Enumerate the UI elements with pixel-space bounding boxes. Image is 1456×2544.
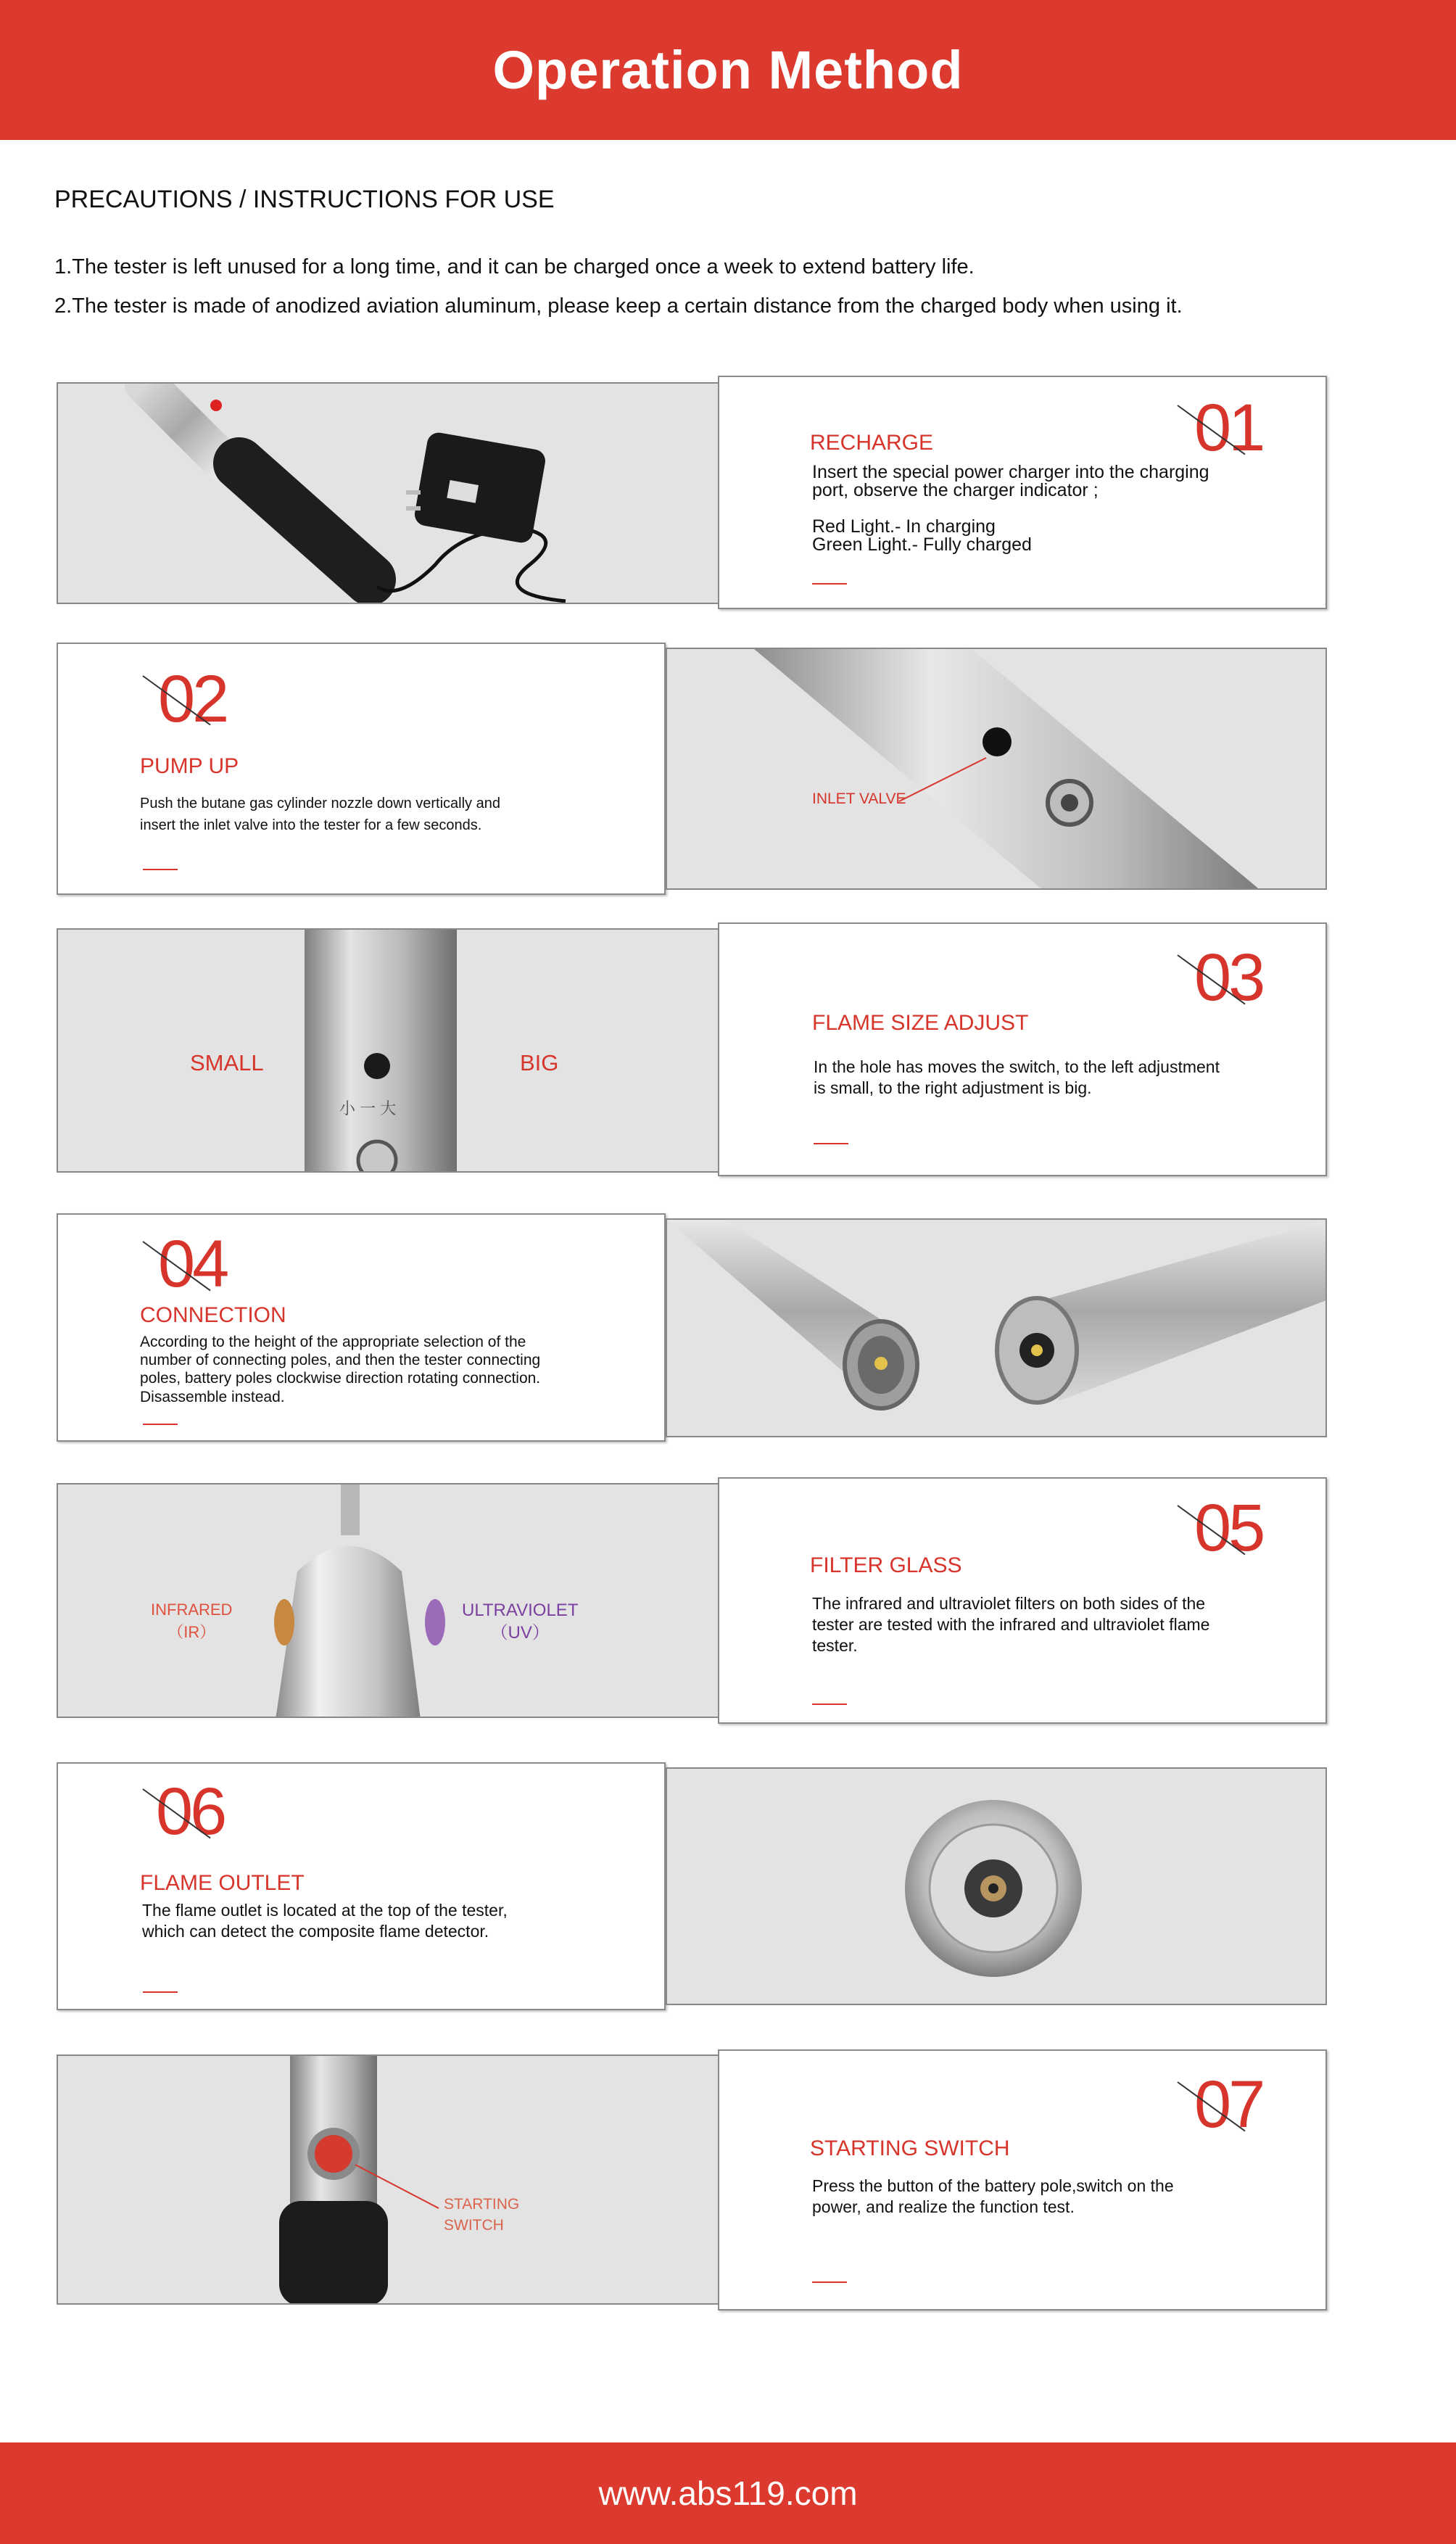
accent-dash xyxy=(814,1143,848,1144)
step-card-flame-outlet xyxy=(57,1762,666,2010)
step-description: The flame outlet is located at the top of the tester, which can detect the composite flame detector. xyxy=(142,1901,508,1941)
step-title: FLAME SIZE ADJUST xyxy=(812,1011,1029,1035)
callout-line-2: SWITCH xyxy=(444,2217,504,2234)
step-description: In the hole has moves the switch, to the left adjustment is small, to the right adjustment is big. xyxy=(814,1057,1220,1098)
step-title: RECHARGE xyxy=(810,431,934,455)
step-card-filter-glass xyxy=(718,1477,1327,1724)
switch-button-illustration xyxy=(58,2056,724,2305)
flame-adjust-photo xyxy=(57,928,724,1173)
step-number: 02 xyxy=(158,662,227,736)
filter-glass-photo xyxy=(57,1483,724,1718)
step-title: FLAME OUTLET xyxy=(140,1871,305,1895)
accent-dash xyxy=(812,2281,847,2283)
accent-dash xyxy=(143,1991,178,1993)
charger-illustration xyxy=(58,384,724,604)
step-number: 07 xyxy=(1194,2068,1263,2142)
step-card-recharge xyxy=(718,376,1327,609)
page-header xyxy=(0,0,1456,140)
website-link[interactable]: www.abs119.com xyxy=(598,2474,858,2512)
accent-dash xyxy=(812,583,847,585)
small-label: SMALL xyxy=(190,1050,264,1075)
step-number: 04 xyxy=(158,1227,227,1301)
inlet-valve-illustration xyxy=(667,649,1327,890)
ultraviolet-label-sub: （UV） xyxy=(490,1623,550,1643)
precaution-note-1: 1.The tester is left unused for a long time, and it can be charged once a week to extend battery life. xyxy=(54,255,975,278)
step-card-pump-up xyxy=(57,643,666,895)
infrared-label xyxy=(151,1599,232,1644)
step-card-connection xyxy=(57,1213,666,1442)
step-card-starting-switch xyxy=(718,2049,1327,2310)
big-label: BIG xyxy=(520,1050,559,1075)
recharge-photo xyxy=(57,382,724,604)
infrared-label-text: INFRARED xyxy=(151,1601,233,1619)
ultraviolet-label-text: ULTRAVIOLET xyxy=(462,1601,579,1620)
starting-switch-callout xyxy=(444,2194,519,2237)
step-card-flame-size xyxy=(718,922,1327,1176)
accent-dash xyxy=(143,1424,178,1425)
step-title: CONNECTION xyxy=(140,1303,286,1327)
starting-switch-photo xyxy=(57,2054,724,2305)
precaution-note-2: 2.The tester is made of anodized aviation aluminum, please keep a certain distance from the charged body when using it. xyxy=(54,294,1183,318)
step-title: PUMP UP xyxy=(140,754,239,778)
step-title: FILTER GLASS xyxy=(810,1553,962,1577)
step-description: According to the height of the appropriate selection of the number of connecting poles, and then the tester connecting poles, battery poles clockwise direction rotating connection. Disassemble instead. xyxy=(140,1334,541,1405)
accent-dash xyxy=(812,1703,847,1705)
step-number: 05 xyxy=(1194,1491,1263,1565)
infrared-label-sub: （IR） xyxy=(167,1622,216,1641)
connecting-poles-illustration xyxy=(667,1220,1327,1437)
step-title: STARTING SWITCH xyxy=(810,2136,1010,2160)
inlet-valve-callout: INLET VALVE xyxy=(812,790,906,807)
step-description: Press the button of the battery pole,switch on the power, and realize the function test. xyxy=(812,2176,1174,2217)
step-number: 01 xyxy=(1194,391,1263,465)
callout-line-1: STARTING xyxy=(444,2196,520,2213)
page-footer xyxy=(0,2442,1456,2544)
adjust-switch-illustration xyxy=(58,930,724,1173)
step-description: Push the butane gas cylinder nozzle down vertically and insert the inlet valve into the tester for a few seconds. xyxy=(140,796,500,833)
accent-dash xyxy=(143,869,178,870)
flame-outlet-photo xyxy=(666,1767,1327,2005)
step-description: The infrared and ultraviolet filters on both sides of the tester are tested with the infrared and ultraviolet flame tester. xyxy=(812,1594,1210,1656)
page-title: Operation Method xyxy=(492,40,964,100)
step-description: Insert the special power charger into the charging port, observe the charger indicator ; Red Light.- In charging Green Light.- Fully charged xyxy=(812,462,1209,555)
ultraviolet-label xyxy=(462,1599,578,1644)
step-number: 03 xyxy=(1194,941,1263,1015)
step-number: 06 xyxy=(156,1775,225,1849)
outlet-top-illustration xyxy=(667,1769,1327,2005)
pump-up-photo xyxy=(666,648,1327,890)
engraving-text: 小 一 大 xyxy=(339,1099,397,1118)
connection-photo xyxy=(666,1218,1327,1437)
precautions-title: PRECAUTIONS / INSTRUCTIONS FOR USE xyxy=(54,186,555,213)
